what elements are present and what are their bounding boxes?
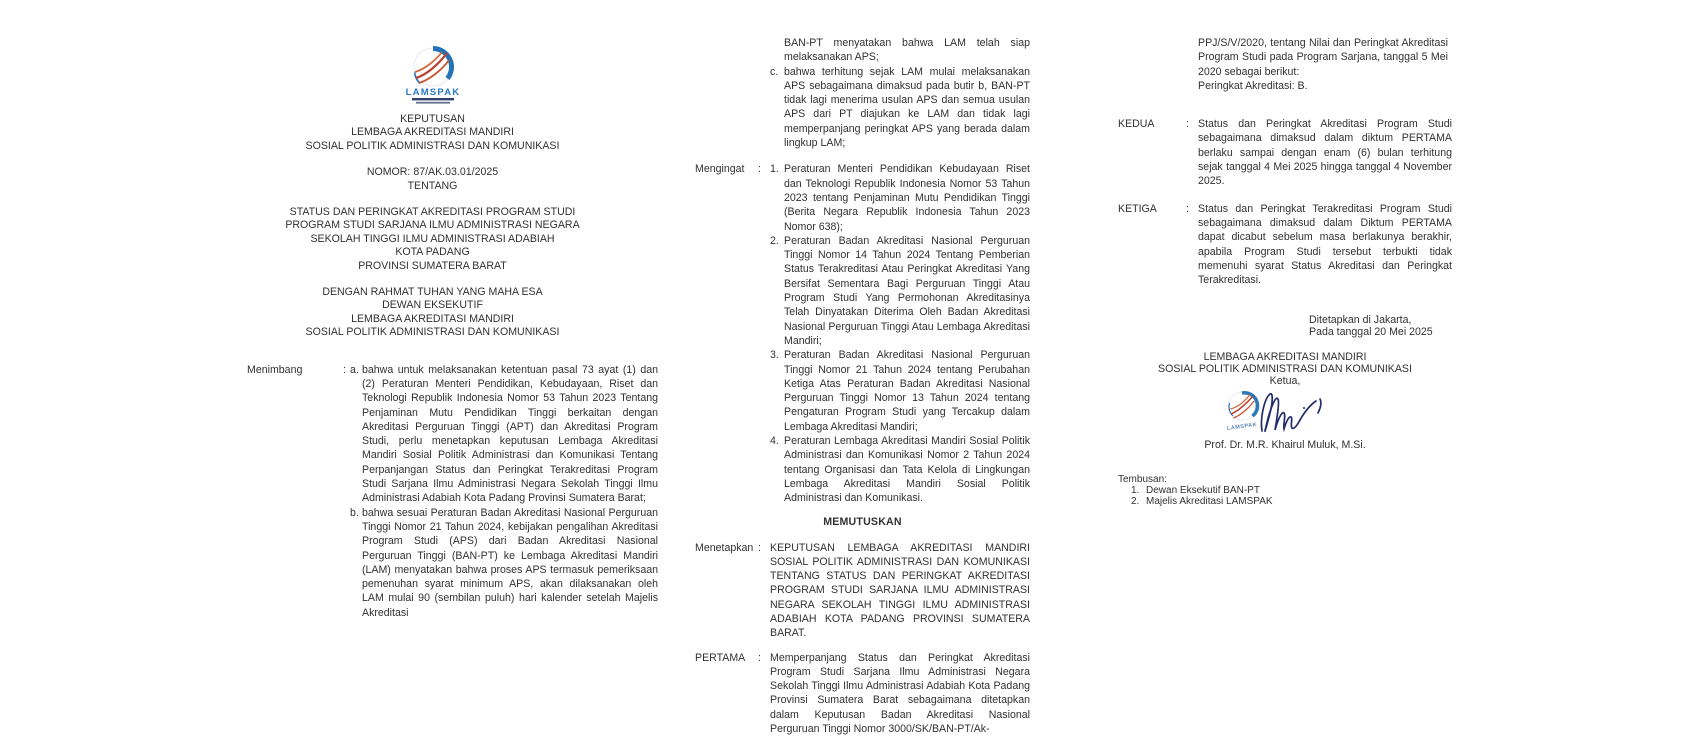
preamble-line: LEMBAGA AKREDITASI MANDIRI [351, 312, 514, 325]
menimbang-item-b [350, 506, 658, 620]
signing-org-line: LEMBAGA AKREDITASI MANDIRI [1203, 351, 1367, 364]
tembusan-block [1118, 475, 1452, 507]
menimbang-item-b-continuation: BAN-PT menyatakan bahwa LAM telah siap melaksanakan APS; [784, 37, 1030, 64]
mengingat-colon: : [758, 163, 761, 176]
item-marker: 1. [770, 163, 779, 176]
item-marker: 2. [1131, 496, 1140, 508]
lamspak-logo [401, 44, 465, 106]
subject-line: STATUS DAN PERINGKAT AKREDITASI PROGRAM STUDI [289, 206, 576, 219]
kedua-text: Status dan Peringkat Akreditasi Program Studi sebagaimana dimaksud dalam diktum PERTAMA berlaku sampai dengan enam (6) bulan terhitung sejak tanggal 4 Mei 2025 hingga tanggal 4 November 2025. [1198, 118, 1452, 188]
page-1 [247, 44, 658, 620]
item-text: Peraturan Menteri Pendidikan Kebudayaan Riset dan Teknologi Republik Indonesia Nomor 53 Tahun 2023 tentang Penjaminan Mutu Pendidikan Tinggi (Berita Negara Republik Indonesia Tahun 2023 Nomor 638); [784, 163, 1030, 233]
kedua-colon: : [1186, 118, 1189, 131]
decree-header [247, 44, 618, 340]
logo-subtext-bar-2 [416, 102, 450, 104]
ketiga-clause [1118, 202, 1452, 288]
signature-flourish [1300, 401, 1316, 420]
ketiga-text: Status dan Peringkat Terakreditasi Program Studi sebagaimana dimaksud dalam Diktum PERTAMA dapat dicabut sebelum masa berlakunya berakhir, apabila Program Studi tersebut terbukti tidak memenuhi syarat Status Akreditasi dan Peringkat Terakreditasi. [1198, 202, 1452, 287]
peringkat-akreditasi-result: Peringkat Akreditasi: B. [1198, 79, 1308, 92]
menimbang-item-c [770, 65, 1030, 151]
pertama-colon: : [758, 651, 761, 664]
pertama-text: Memperpanjang Status dan Peringkat Akreditasi Program Studi Sarjana Ilmu Administrasi Negara Sekolah Tinggi Ilmu Administrasi Adabiah Kota Padang Provinsi Sumatera Barat sebagaimana ditetapkan dalam Keputusan Badan Akreditasi Nasional Perguruan Tinggi Nomor 3000/SK/BAN-PT/Ak- [770, 651, 1030, 736]
tembusan-item [1131, 486, 1452, 496]
item-text: bahwa sesuai Peraturan Badan Akreditasi Nasional Perguruan Tinggi Nomor 21 Tahun 2024, kebijakan pengalihan Akreditasi Program Studi (APS) dari Badan Akreditasi Nasional Perguruan Tinggi (BAN-PT) ke Lembaga Akreditasi Mandiri (LAM) menyatakan bahwa proses APS termasuk pemeriksaan pemenuhan syarat minimum APS, akan dilaksanakan oleh LAM mulai 90 (sembilan puluh) hari kalender setelah Majelis Akreditasi [362, 506, 658, 619]
preamble-line: DEWAN EKSEKUTIF [382, 299, 483, 312]
item-marker: a. [350, 363, 359, 376]
signature-scribble [1261, 394, 1320, 431]
item-marker: 4. [770, 435, 779, 448]
item-marker: b. [350, 506, 359, 519]
item-marker: c. [770, 65, 779, 78]
tentang-line: TENTANG [407, 179, 458, 192]
page-2 [695, 36, 1030, 736]
signing-org-line: SOSIAL POLITIK ADMINISTRASI DAN KOMUNIKASI [1158, 363, 1412, 376]
signature-tick [1318, 399, 1321, 413]
menimbang-item-a [350, 363, 658, 506]
menetapkan-colon: : [758, 541, 761, 554]
tembusan-item [1131, 497, 1452, 507]
menimbang-clause [247, 363, 658, 620]
menetapkan-clause [695, 541, 1030, 641]
signature-dot [1303, 407, 1305, 409]
mengingat-label: Mengingat [695, 163, 745, 176]
mengingat-item-1 [770, 162, 1030, 233]
heading-line: SOSIAL POLITIK ADMINISTRASI DAN KOMUNIKASI [305, 139, 560, 152]
page-3 [1118, 36, 1452, 508]
item-text: bahwa untuk melaksanakan ketentuan pasal 73 ayat (1) dan (2) Peraturan Menteri Pendidikan, Kebudayaan, Riset dan Teknologi Republik Indonesia Nomor 53 Tahun 2023 Tentang Penjaminan Mutu Pendidikan Tinggi berkaitan dengan Akreditasi Perguruan Tinggi (APT) dan Akreditasi Program Studi, perlu menetapkan keputusan Lembaga Akreditasi Mandiri Sosial Politik Administrasi dan Komunikasi Tentang Perpanjangan Status dan Peringkat Terakreditasi Program Studi Sarjana Ilmu Administrasi Negara Sekolah Tinggi Ilmu Administrasi Adabiah Kota Padang Provinsi Sumatera Barat; [362, 363, 658, 505]
menimbang-label: Menimbang [247, 363, 303, 376]
decree-heading-block [247, 113, 618, 153]
ketiga-label: KETIGA [1118, 202, 1157, 215]
tembusan-label: Tembusan: [1118, 474, 1167, 486]
pertama-clause [695, 651, 1030, 736]
signing-place: Ditetapkan di Jakarta, [1309, 314, 1412, 327]
item-marker: 3. [770, 349, 779, 362]
menetapkan-label: Menetapkan [695, 541, 754, 554]
subject-line: PROGRAM STUDI SARJANA ILMU ADMINISTRASI NEGARA [285, 219, 580, 232]
mengingat-item-2 [770, 234, 1030, 348]
item-text: Peraturan Lembaga Akreditasi Mandiri Sosial Politik Administrasi dan Komunikasi Nomor 2 Tahun 2024 tentang Organisasi dan Tata Kelola di Lingkungan Lembaga Akreditasi Mandiri Sosial Politik Administrasi dan Komunikasi. [784, 435, 1030, 505]
pertama-continuation-block [1198, 36, 1448, 93]
heading-line: KEPUTUSAN [400, 113, 465, 125]
memutuskan-heading: MEMUTUSKAN [823, 515, 902, 528]
heading-line: LEMBAGA AKREDITASI MANDIRI [351, 126, 514, 139]
signature-graphic [1210, 387, 1360, 437]
menimbang-items [350, 363, 658, 620]
signatory-name: Prof. Dr. M.R. Khairul Muluk, M.Si. [1204, 439, 1366, 452]
signing-role: Ketua, [1269, 375, 1301, 388]
pertama-label: PERTAMA [695, 651, 746, 664]
item-text: Peraturan Badan Akreditasi Nasional Perguruan Tinggi Nomor 21 Tahun 2024 tentang Perubahan Ketiga Atas Peraturan Badan Akreditasi Nasional Perguruan Tinggi Nomor 13 Tahun 2024 tentang Pengaturan Program Studi yang Tercakup dalam Lembaga Akreditasi Mandiri; [784, 349, 1030, 433]
signing-date: Pada tanggal 20 Mei 2025 [1309, 326, 1433, 339]
stamp-logo-word: LAMSPAK [1226, 422, 1258, 433]
kedua-clause [1118, 117, 1452, 188]
signing-place-date [1309, 314, 1452, 338]
subject-line: KOTA PADANG [395, 246, 470, 259]
logo-subtext-bar [412, 98, 454, 100]
item-text: bahwa terhitung sejak LAM mulai melaksanakan APS sebagaimana dimaksud pada butir b, BAN-PT tidak lagi menerima usulan APS dan semua usulan APS dari PT diajukan ke LAM dan tidak lagi memperpanjang peringkat APS yang berada dalam lingkup LAM; [784, 65, 1030, 150]
mengingat-item-4 [770, 434, 1030, 505]
item-text: Majelis Akreditasi LAMSPAK [1146, 496, 1273, 508]
signature-stamp-logo [1227, 392, 1258, 432]
item-text: Dewan Eksekutif BAN-PT [1146, 485, 1260, 497]
item-marker: 2. [770, 234, 779, 247]
signature-area [1118, 387, 1452, 437]
signing-org-block [1118, 351, 1452, 387]
menimbang-colon: : [343, 363, 346, 376]
mengingat-clause [695, 162, 1030, 505]
decree-number: NOMOR: 87/AK.03.01/2025 [366, 166, 499, 179]
ketiga-colon: : [1186, 202, 1189, 215]
preamble-line: SOSIAL POLITIK ADMINISTRASI DAN KOMUNIKASI [305, 326, 560, 339]
menimbang-item-c-row [695, 65, 1030, 151]
item-marker: 1. [1131, 485, 1140, 497]
mengingat-item-3 [770, 348, 1030, 434]
decree-subject-block [247, 206, 618, 273]
mengingat-items [770, 162, 1030, 505]
pertama-continuation-text: PPJ/S/V/2020, tentang Nilai dan Peringkat Akreditasi Program Studi pada Program Sarjana, tanggal 5 Mei 2020 sebagai berikut: [1198, 37, 1448, 78]
kedua-label: KEDUA [1118, 118, 1155, 131]
decree-preamble-block [247, 286, 618, 340]
subject-line: PROVINSI SUMATERA BARAT [358, 259, 507, 272]
preamble-line: DENGAN RAHMAT TUHAN YANG MAHA ESA [322, 286, 543, 299]
item-text: Peraturan Badan Akreditasi Nasional Perguruan Tinggi Nomor 14 Tahun 2024 Tentang Pemberian Status Terakreditasi Atau Peringkat Akreditasi Yang Bersifat Sementara Bagi Perguruan Tinggi Atau Program Studi Yang Permohonan Akreditasinya Telah Dinyatakan Diterima Oleh Badan Akreditasi Nasional Perguruan Tinggi Atau Lembaga Akreditasi Mandiri; [784, 234, 1030, 347]
lamspak-logo-word: LAMSPAK [405, 87, 460, 98]
menetapkan-text: KEPUTUSAN LEMBAGA AKREDITASI MANDIRI SOSIAL POLITIK ADMINISTRASI DAN KOMUNIKASI TENTANG STATUS DAN PERINGKAT AKREDITASI PROGRAM STUDI SARJANA ILMU ADMINISTRASI NEGARA SEKOLAH TINGGI ILMU ADMINISTRASI ADABIAH KOTA PADANG PROVINSI SUMATERA BARAT. [770, 541, 1030, 640]
decree-number-block [247, 166, 618, 193]
subject-line: SEKOLAH TINGGI ILMU ADMINISTRASI ADABIAH [310, 232, 555, 245]
